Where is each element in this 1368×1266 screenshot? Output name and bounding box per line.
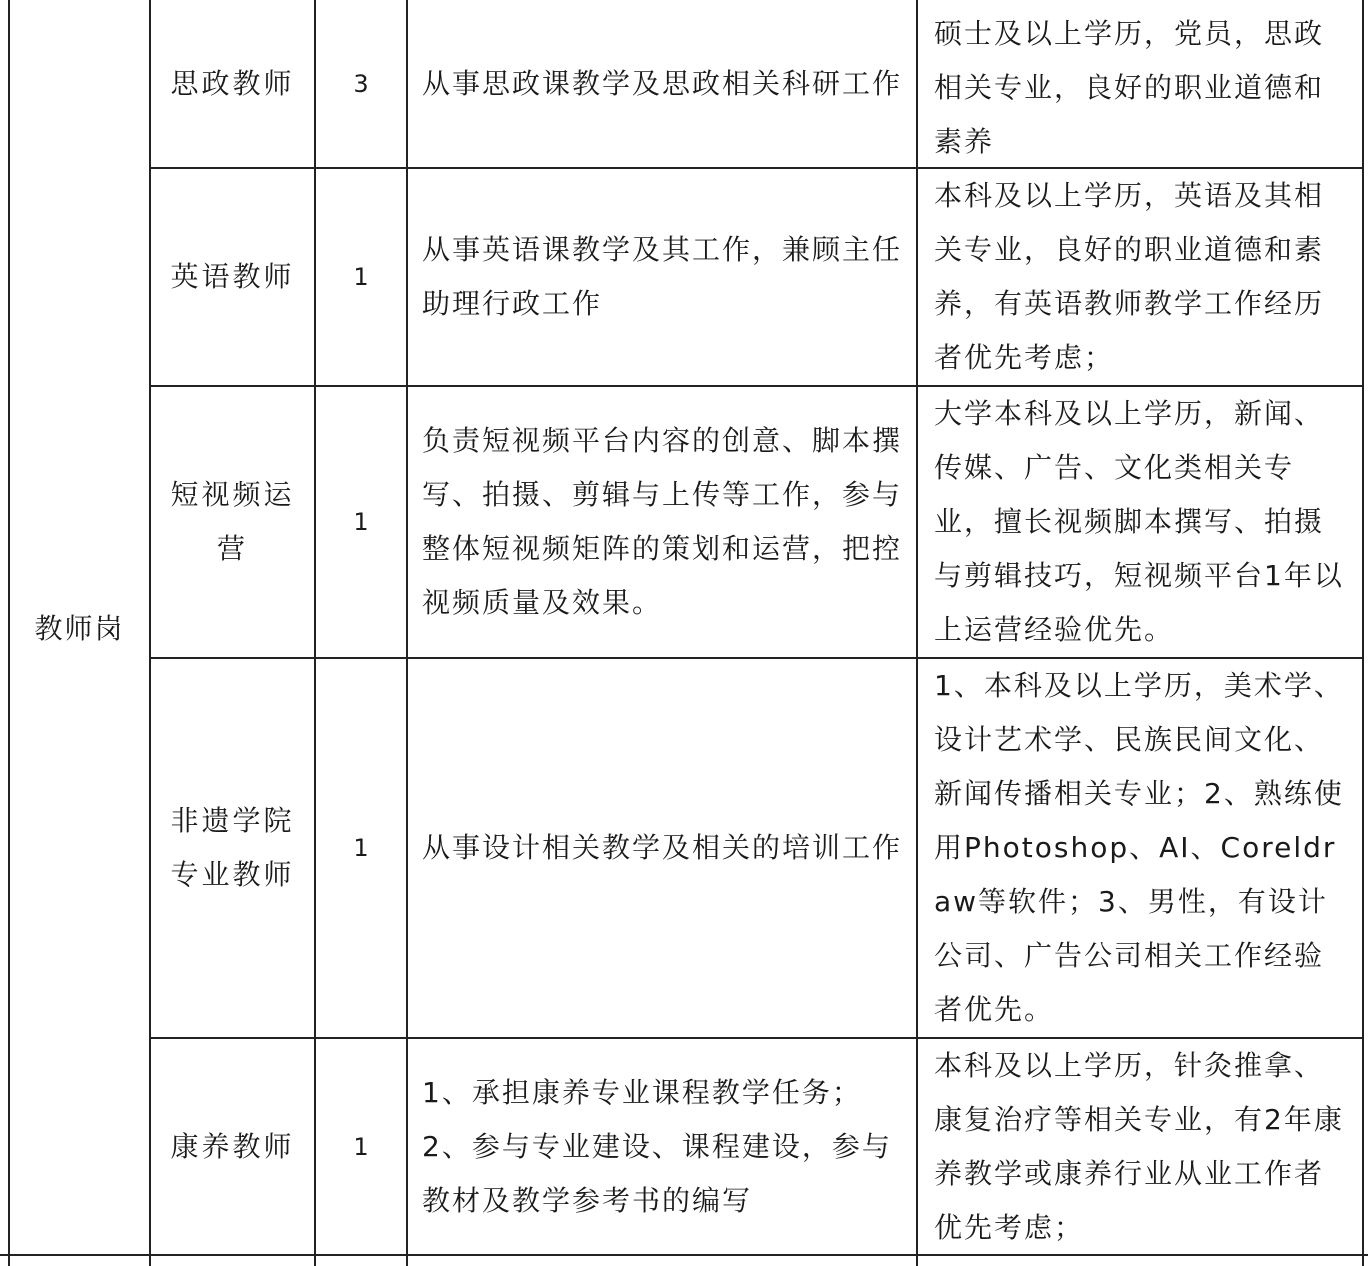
- duties-text: 从事思政课教学及思政相关科研工作: [422, 66, 903, 100]
- requirements-text: 本科及以上学历，英语及其相关专业，良好的职业道德和素养，有英语教师教学工作经历者优先考虑；: [934, 179, 1325, 374]
- duties-text: 从事英语课教学及其工作，兼顾主任助理行政工作: [422, 233, 903, 320]
- requirements-cell: [918, 169, 1362, 385]
- position-name: 康养教师: [170, 1129, 295, 1163]
- duties-text: 负责短视频平台内容的创意、脚本撰写、拍摄、剪辑与上传等工作，参与整体短视频矩阵的策划和运营，把控视频质量及效果。: [422, 424, 903, 619]
- requirements-cell: [918, 659, 1362, 1037]
- headcount: 1: [353, 508, 369, 536]
- grid-line: [1362, 0, 1364, 1266]
- table-row: [151, 387, 314, 657]
- headcount: 3: [353, 69, 369, 98]
- headcount-cell: [316, 169, 406, 385]
- headcount-cell: [316, 1039, 406, 1254]
- duties-text: 从事设计相关教学及相关的培训工作: [422, 831, 903, 864]
- requirements-text: 本科及以上学历，针灸推拿、康复治疗等相关专业，有2年康养教学或康养行业从业工作者优先考虑；: [934, 1048, 1344, 1244]
- requirements-text: 1、本科及以上学历，美术学、设计艺术学、民族民间文化、新闻传播相关专业；2、熟练使用Photoshop、AI、Coreldraw等软件；3、男性，有设计公司、广告公司相关工作经验者优先。: [934, 669, 1344, 1026]
- duties-cell: [408, 387, 916, 657]
- category-cell: [10, 0, 149, 1254]
- headcount: 1: [353, 1132, 369, 1161]
- table-row: [151, 0, 314, 167]
- duties-cell: [408, 169, 916, 385]
- table-row: [151, 659, 314, 1037]
- headcount: 1: [353, 263, 369, 291]
- table-row: [151, 1039, 314, 1254]
- duties-cell: [408, 659, 916, 1037]
- position-name: 英语教师: [170, 260, 295, 293]
- position-name: 短视频运营: [170, 478, 295, 565]
- duties-cell: [408, 0, 916, 167]
- duties-text: 1、承担康养专业课程教学任务；2、参与专业建设、课程建设，参与教材及教学参考书的编写: [422, 1075, 892, 1217]
- table-row: [151, 169, 314, 385]
- headcount-cell: [316, 387, 406, 657]
- requirements-cell: [918, 387, 1362, 657]
- category-label: 教师岗: [34, 612, 125, 645]
- headcount: 1: [353, 834, 369, 862]
- position-name: 思政教师: [170, 66, 295, 100]
- requirements-cell: [918, 8, 1362, 167]
- requirements-text: 硕士及以上学历，党员，思政相关专业，良好的职业道德和素养: [934, 16, 1325, 158]
- grid-line: [0, 1254, 1368, 1256]
- requirements-text: 大学本科及以上学历，新闻、传媒、广告、文化类相关专业，擅长视频脚本撰写、拍摄与剪辑技巧，短视频平台1年以上运营经验优先。: [934, 397, 1344, 646]
- duties-cell: [408, 1039, 916, 1254]
- headcount-cell: [316, 659, 406, 1037]
- headcount-cell: [316, 0, 406, 167]
- requirements-cell: [918, 1039, 1362, 1254]
- position-name: 非遗学院专业教师: [170, 804, 295, 891]
